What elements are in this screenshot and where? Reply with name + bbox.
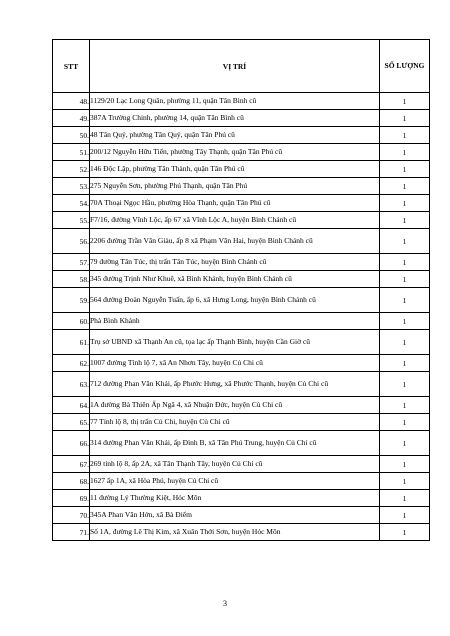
row-stt: 49. bbox=[53, 110, 90, 127]
row-stt: 69. bbox=[53, 490, 90, 507]
row-location: 200/12 Nguyễn Hữu Tiến, phường Tây Thạnh, quận Tân Phú cũ bbox=[90, 144, 380, 161]
row-stt: 50. bbox=[53, 127, 90, 144]
table-row bbox=[53, 178, 430, 195]
row-quantity: 1 bbox=[380, 178, 430, 195]
row-stt: 60. bbox=[53, 313, 90, 330]
table-row bbox=[53, 456, 430, 473]
row-location: 1007 đường Tỉnh lộ 7, xã An Nhơn Tây, huyện Củ Chi cũ bbox=[90, 355, 380, 372]
row-quantity: 1 bbox=[380, 93, 430, 110]
row-location: 146 Độc Lập, phường Tân Thành, quận Tân Phú cũ bbox=[90, 161, 380, 178]
table-row bbox=[53, 212, 430, 229]
row-quantity: 1 bbox=[380, 372, 430, 397]
row-stt: 55. bbox=[53, 212, 90, 229]
row-quantity: 1 bbox=[380, 524, 430, 541]
row-stt: 59. bbox=[53, 288, 90, 313]
table-row bbox=[53, 144, 430, 161]
table-row bbox=[53, 313, 430, 330]
row-location: 1A đường Bà Thiên Ấp Ngã 4, xã Nhuận Đức, huyện Củ Chi cũ bbox=[90, 397, 380, 414]
row-quantity: 1 bbox=[380, 355, 430, 372]
header-location: VỊ TRÍ bbox=[90, 40, 380, 93]
row-quantity: 1 bbox=[380, 431, 430, 456]
row-location: 79 đường Tân Túc, thị trấn Tân Túc, huyện Bình Chánh cũ bbox=[90, 254, 380, 271]
row-quantity: 1 bbox=[380, 313, 430, 330]
row-location: Trụ sở UBND xã Thạnh An cũ, tọa lạc ấp Thạnh Bình, huyện Cần Giờ cũ bbox=[90, 330, 380, 355]
row-location: 345 đường Trịnh Như Khuê, xã Bình Khánh, huyện Bình Chánh cũ bbox=[90, 271, 380, 288]
row-stt: 63. bbox=[53, 372, 90, 397]
row-stt: 62. bbox=[53, 355, 90, 372]
row-location: 70A Thoại Ngọc Hầu, phường Hòa Thạnh, quận Tân Phú cũ bbox=[90, 195, 380, 212]
header-quantity: SỐ LƯỢNG bbox=[380, 40, 430, 93]
table-row bbox=[53, 110, 430, 127]
row-location: 77 Tỉnh lộ 8, thị trấn Củ Chi, huyện Củ Chi cũ bbox=[90, 414, 380, 431]
row-stt: 51. bbox=[53, 144, 90, 161]
table-row bbox=[53, 372, 430, 397]
row-stt: 58. bbox=[53, 271, 90, 288]
table-row bbox=[53, 473, 430, 490]
row-location: 269 tỉnh lộ 8, ấp 2A, xã Tân Thạnh Tây, huyện Củ Chi cũ bbox=[90, 456, 380, 473]
row-quantity: 1 bbox=[380, 507, 430, 524]
table-row bbox=[53, 271, 430, 288]
row-location: Số 1A, đường Lê Thị Kim, xã Xuân Thới Sơn, huyện Hóc Môn bbox=[90, 524, 380, 541]
row-stt: 68. bbox=[53, 473, 90, 490]
row-location: 1129/20 Lạc Long Quân, phường 11, quận Tân Bình cũ bbox=[90, 93, 380, 110]
row-location: 2206 đường Trần Văn Giàu, ấp 8 xã Phạm Văn Hai, huyện Bình Chánh cũ bbox=[90, 229, 380, 254]
row-stt: 53. bbox=[53, 178, 90, 195]
table-row bbox=[53, 355, 430, 372]
row-quantity: 1 bbox=[380, 127, 430, 144]
table-row bbox=[53, 414, 430, 431]
row-quantity: 1 bbox=[380, 414, 430, 431]
table-row bbox=[53, 288, 430, 313]
row-stt: 70. bbox=[53, 507, 90, 524]
row-location: 345A Phan Văn Hớn, xã Bà Điểm bbox=[90, 507, 380, 524]
table-row bbox=[53, 254, 430, 271]
row-quantity: 1 bbox=[380, 456, 430, 473]
row-quantity: 1 bbox=[380, 254, 430, 271]
row-location: 1627 ấp 1A, xã Hòa Phú, huyện Củ Chi cũ bbox=[90, 473, 380, 490]
row-location: 564 đường Đoàn Nguyễn Tuấn, ấp 6, xã Hưng Long, huyện Bình Chánh cũ bbox=[90, 288, 380, 313]
row-stt: 54. bbox=[53, 195, 90, 212]
row-quantity: 1 bbox=[380, 288, 430, 313]
row-quantity: 1 bbox=[380, 397, 430, 414]
row-quantity: 1 bbox=[380, 212, 430, 229]
row-quantity: 1 bbox=[380, 473, 430, 490]
row-stt: 67. bbox=[53, 456, 90, 473]
row-location: 387A Trường Chinh, phường 14, quận Tân Bình cũ bbox=[90, 110, 380, 127]
table-row bbox=[53, 161, 430, 178]
table-row bbox=[53, 507, 430, 524]
page-number: 3 bbox=[223, 599, 227, 608]
row-location: 11 đường Lý Thường Kiệt, Hóc Môn bbox=[90, 490, 380, 507]
row-stt: 65. bbox=[53, 414, 90, 431]
row-stt: 57. bbox=[53, 254, 90, 271]
table-row bbox=[53, 431, 430, 456]
table-row bbox=[53, 524, 430, 541]
table-row bbox=[53, 229, 430, 254]
row-location: 712 đường Phan Văn Khải, ấp Phước Hưng, xã Phước Thạnh, huyện Củ Chi cũ bbox=[90, 372, 380, 397]
row-quantity: 1 bbox=[380, 195, 430, 212]
table-row bbox=[53, 330, 430, 355]
row-quantity: 1 bbox=[380, 144, 430, 161]
header-stt: STT bbox=[53, 40, 90, 93]
row-location: F7/16, đường Vĩnh Lộc, ấp 67 xã Vĩnh Lộc A, huyện Bình Chánh cũ bbox=[90, 212, 380, 229]
row-quantity: 1 bbox=[380, 271, 430, 288]
table-header-row bbox=[53, 40, 430, 93]
row-stt: 52. bbox=[53, 161, 90, 178]
table-row bbox=[53, 93, 430, 110]
row-quantity: 1 bbox=[380, 229, 430, 254]
row-quantity: 1 bbox=[380, 110, 430, 127]
row-stt: 56. bbox=[53, 229, 90, 254]
row-stt: 64. bbox=[53, 397, 90, 414]
table-row bbox=[53, 127, 430, 144]
locations-table bbox=[52, 39, 430, 541]
row-location: 48 Tân Quý, phường Tân Quý, quận Tân Phú cũ bbox=[90, 127, 380, 144]
row-location: 275 Nguyễn Sơn, phường Phú Thạnh, quận Tân Phú bbox=[90, 178, 380, 195]
row-location: Phà Bình Khánh bbox=[90, 313, 380, 330]
row-stt: 71. bbox=[53, 524, 90, 541]
row-stt: 61. bbox=[53, 330, 90, 355]
table-row bbox=[53, 195, 430, 212]
row-quantity: 1 bbox=[380, 490, 430, 507]
row-stt: 66. bbox=[53, 431, 90, 456]
table-row bbox=[53, 397, 430, 414]
row-quantity: 1 bbox=[380, 330, 430, 355]
row-stt: 48. bbox=[53, 93, 90, 110]
row-quantity: 1 bbox=[380, 161, 430, 178]
table-row bbox=[53, 490, 430, 507]
row-location: 314 đường Phan Văn Khải, ấp Đình B, xã Tân Phú Trung, huyện Củ Chi cũ bbox=[90, 431, 380, 456]
